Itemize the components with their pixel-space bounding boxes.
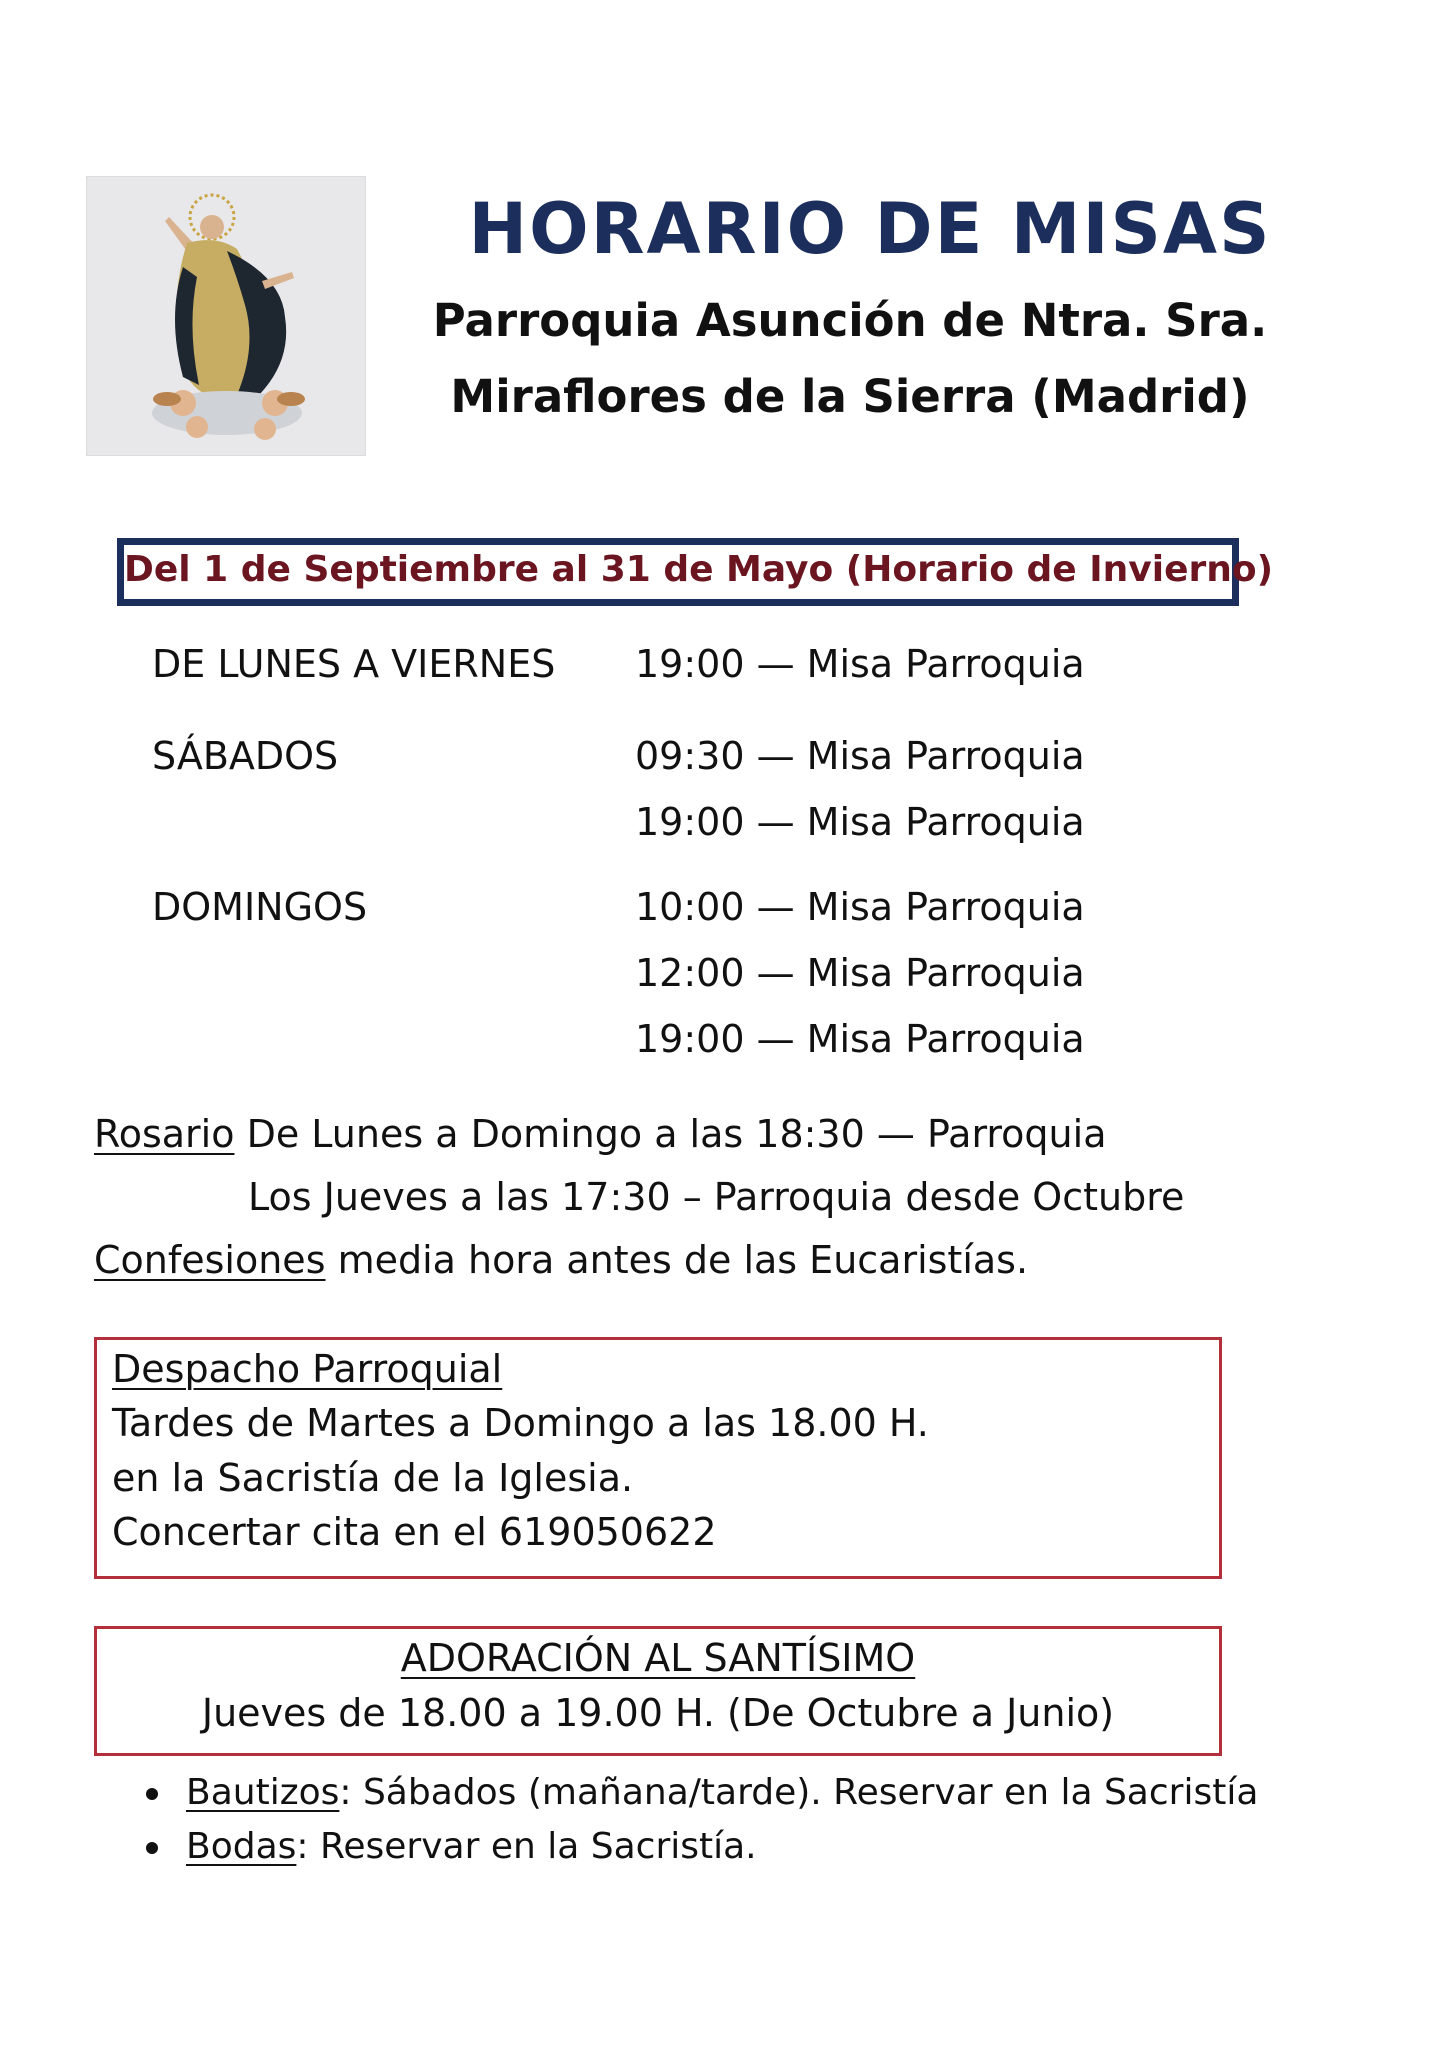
bullet-icon xyxy=(146,1842,158,1854)
schedule-day-sundays: DOMINGOS xyxy=(152,885,368,929)
parish-location: Miraflores de la Sierra (Madrid) xyxy=(450,370,1250,423)
parish-office-contact: Concertar cita en el 619050622 xyxy=(112,1510,717,1554)
rosary-label: Rosario xyxy=(94,1112,235,1156)
schedule-mass-weekdays-1: 19:00 — Misa Parroquia xyxy=(635,642,1085,686)
schedule-day-saturdays: SÁBADOS xyxy=(152,734,339,778)
schedule-mass-sundays-1: 10:00 — Misa Parroquia xyxy=(635,885,1085,929)
schedule-day-weekdays: DE LUNES A VIERNES xyxy=(152,642,556,686)
virgin-statue-image xyxy=(86,176,366,456)
list-item-baptisms xyxy=(146,1772,1258,1813)
confessions-line xyxy=(94,1238,1028,1282)
weddings-label: Bodas xyxy=(186,1826,297,1867)
adoration-title: ADORACIÓN AL SANTÍSIMO xyxy=(400,1636,916,1680)
season-label: Del 1 de Septiembre al 31 de Mayo (Horario de Invierno) xyxy=(124,549,1274,590)
rosary-schedule-1: De Lunes a Domingo a las 18:30 — Parroquia xyxy=(246,1112,1107,1156)
schedule-mass-saturdays-1: 09:30 — Misa Parroquia xyxy=(635,734,1085,778)
adoration-schedule: Jueves de 18.00 a 19.00 H. (De Octubre a Junio) xyxy=(201,1691,1115,1735)
rosary-line xyxy=(94,1112,1106,1156)
parish-office-place: en la Sacristía de la Iglesia. xyxy=(112,1456,634,1500)
baptisms-label: Bautizos xyxy=(186,1772,340,1813)
confessions-label: Confesiones xyxy=(94,1238,326,1282)
parish-office-hours: Tardes de Martes a Domingo a las 18.00 H. xyxy=(112,1401,929,1445)
virgin-statue-illustration xyxy=(87,177,365,455)
weddings-text: : Reservar en la Sacristía. xyxy=(296,1826,757,1867)
schedule-mass-saturdays-2: 19:00 — Misa Parroquia xyxy=(635,800,1085,844)
schedule-mass-sundays-3: 19:00 — Misa Parroquia xyxy=(635,1017,1085,1061)
list-item-weddings xyxy=(146,1826,757,1867)
bullet-icon xyxy=(146,1788,158,1800)
confessions-text: media hora antes de las Eucaristías. xyxy=(337,1238,1029,1282)
baptisms-text: : Sábados (mañana/tarde). Reservar en la Sacristía xyxy=(339,1772,1259,1813)
rosary-schedule-2: Los Jueves a las 17:30 – Parroquia desde Octubre xyxy=(248,1175,1185,1219)
schedule-mass-sundays-2: 12:00 — Misa Parroquia xyxy=(635,951,1085,995)
parish-name: Parroquia Asunción de Ntra. Sra. xyxy=(432,294,1268,347)
parish-office-title: Despacho Parroquial xyxy=(112,1347,503,1391)
page-title: HORARIO DE MISAS xyxy=(468,188,1272,270)
